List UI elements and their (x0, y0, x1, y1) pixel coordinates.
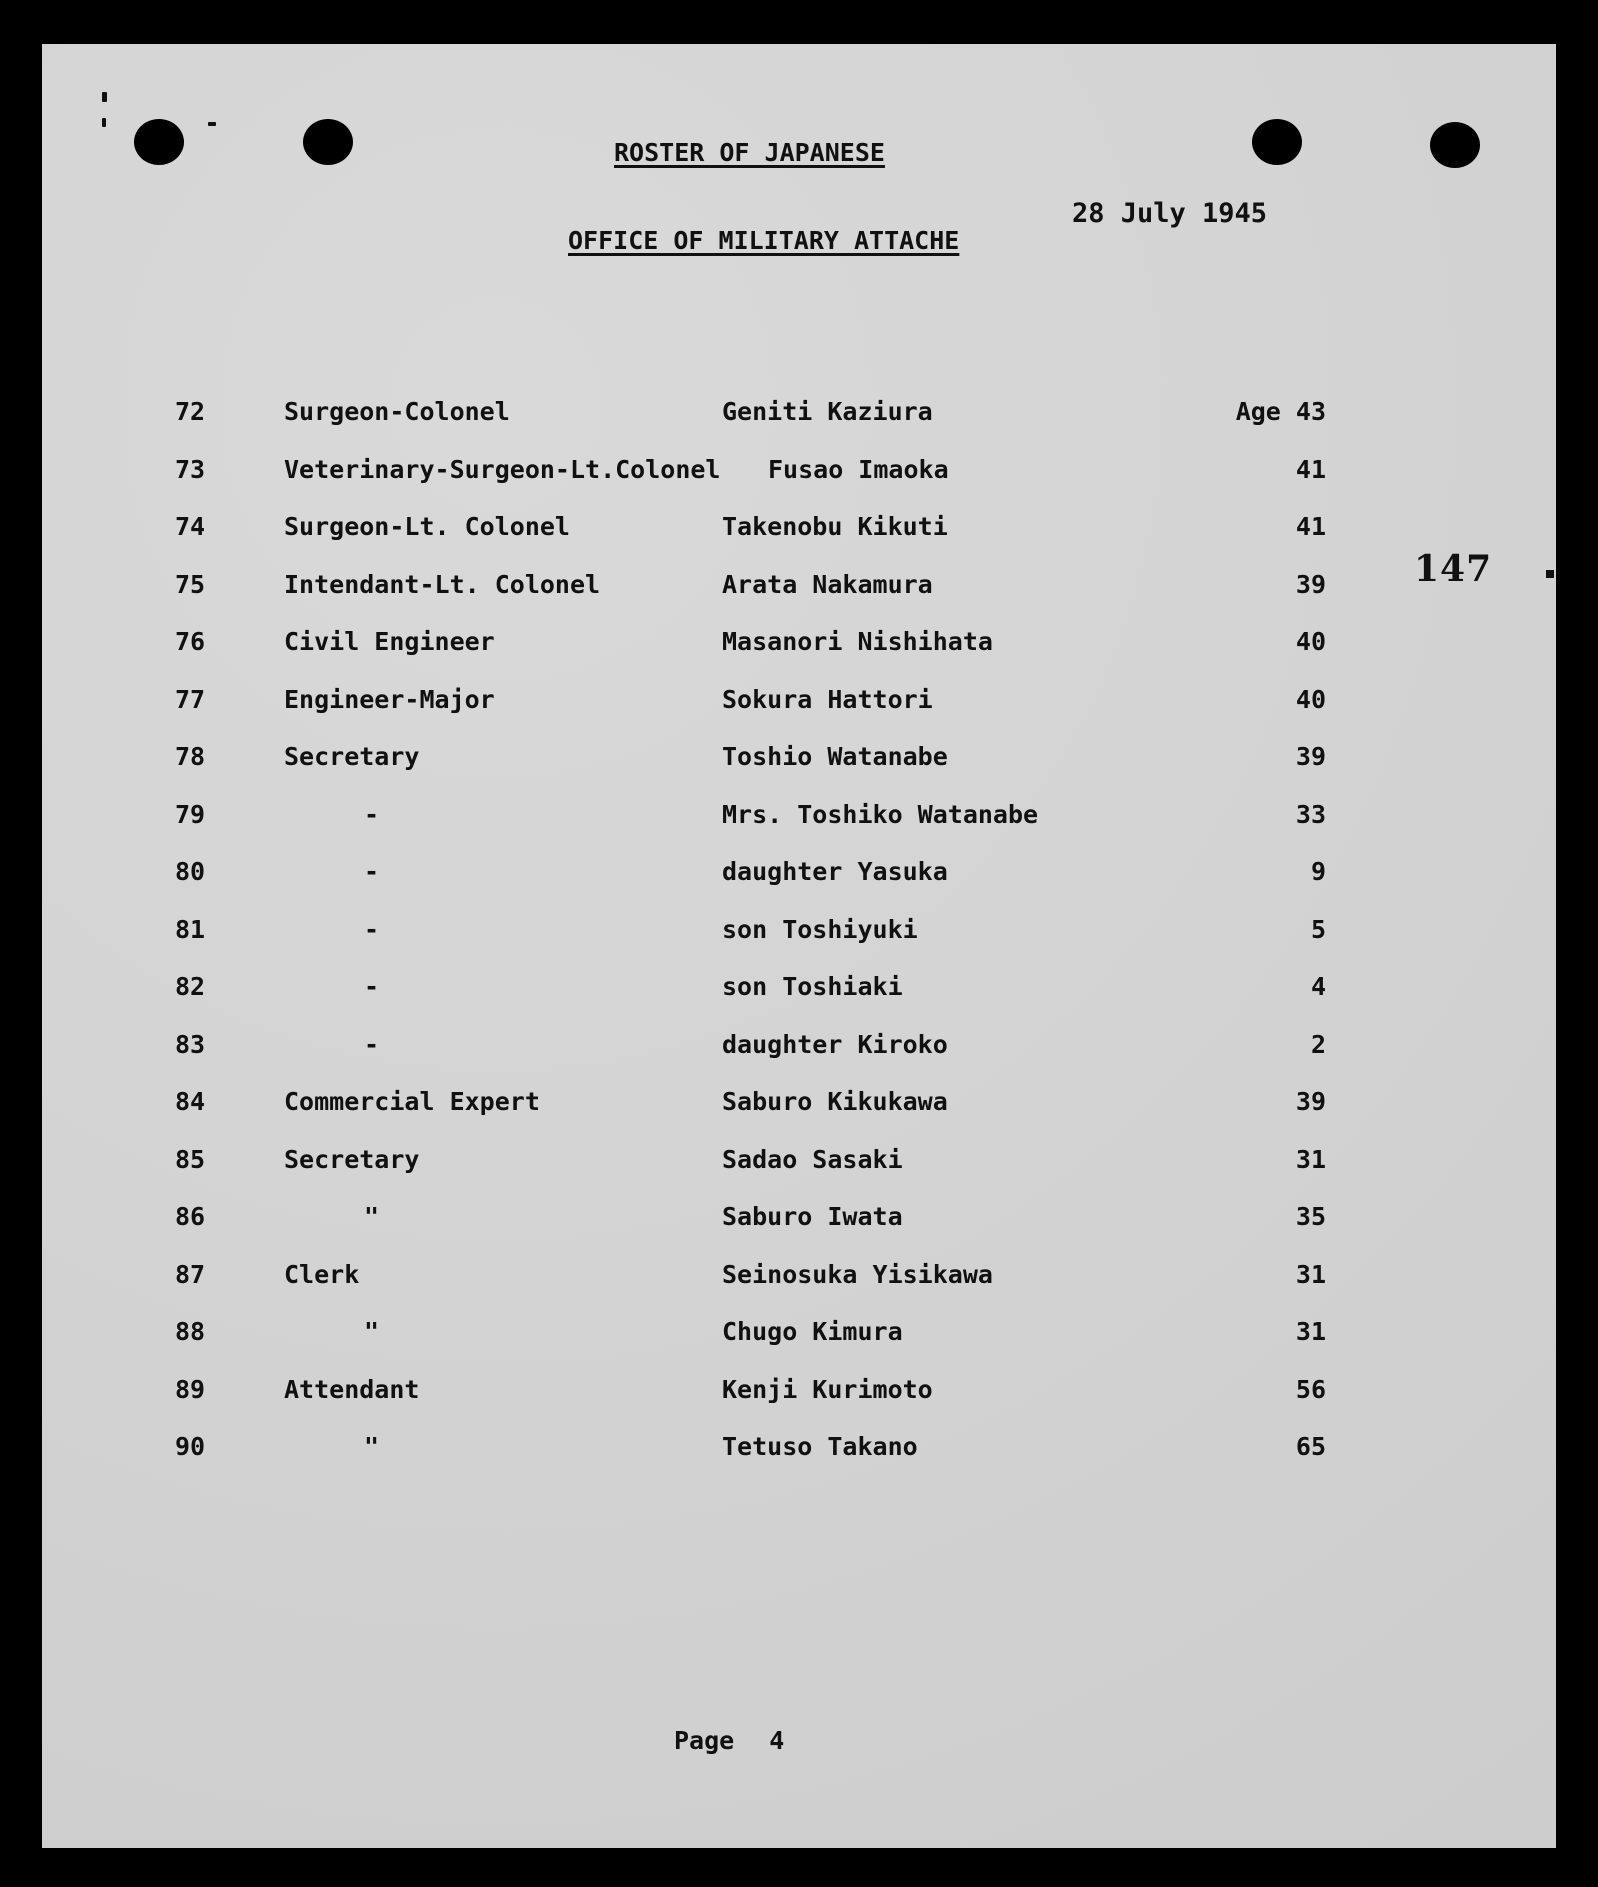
roster-row (0, 1432, 1598, 1472)
roster-position: Clerk (284, 1259, 360, 1289)
roster-row (0, 627, 1598, 667)
edge-mark (102, 118, 106, 127)
roster-number: 74 (175, 512, 206, 541)
roster-number: 88 (175, 1317, 206, 1346)
roster-number: 79 (175, 799, 206, 829)
roster-row (0, 685, 1598, 725)
roster-row (0, 397, 1598, 437)
roster-row (0, 1087, 1598, 1127)
roster-name: Sadao Sasaki (722, 1144, 903, 1174)
roster-name: Arata Nakamura (722, 569, 933, 599)
roster-name: Masanori Nishihata (722, 627, 993, 656)
roster-row (0, 800, 1598, 840)
punch-hole-4 (1430, 122, 1480, 168)
roster-name: Saburo Iwata (722, 1202, 903, 1231)
roster-row (0, 1030, 1598, 1070)
roster-position: - (364, 857, 380, 886)
roster-age: 39 (1295, 1087, 1326, 1116)
roster-name: daughter Kiroko (722, 1029, 948, 1059)
roster-position: - (364, 1029, 380, 1059)
page-footer (674, 1726, 784, 1755)
roster-age: 65 (1295, 1432, 1326, 1461)
roster-age: 39 (1295, 742, 1326, 771)
edge-mark (102, 92, 107, 102)
roster-row (0, 1375, 1598, 1415)
roster-position: Engineer-Major (284, 684, 495, 714)
roster-position: Commercial Expert (284, 1087, 540, 1116)
roster-name: Tetuso Takano (722, 1432, 918, 1461)
roster-position: " (364, 1202, 380, 1231)
roster-row (0, 857, 1598, 897)
roster-name: Sokura Hattori (722, 684, 933, 714)
roster-number: 78 (175, 742, 206, 771)
roster-age: 41 (1295, 454, 1326, 484)
roster-number: 77 (175, 684, 206, 714)
roster-age: 35 (1295, 1202, 1326, 1231)
roster-age: 31 (1295, 1144, 1326, 1174)
roster-position: - (364, 972, 380, 1001)
punch-hole-1 (134, 119, 184, 165)
punch-hole-3 (1252, 119, 1302, 165)
roster-number: 81 (175, 914, 206, 944)
roster-name: Seinosuka Yisikawa (722, 1259, 993, 1289)
roster-position: Surgeon-Colonel (284, 397, 510, 426)
roster-row (0, 742, 1598, 782)
roster-position: Civil Engineer (284, 627, 495, 656)
document-subtitle: OFFICE OF MILITARY ATTACHE (568, 226, 960, 255)
roster-row (0, 512, 1598, 552)
roster-number: 87 (175, 1259, 206, 1289)
roster-position: Veterinary-Surgeon-Lt.Colonel (284, 454, 721, 484)
roster-name: Geniti Kaziura (722, 397, 933, 426)
roster-number: 76 (175, 627, 206, 656)
roster-age: 56 (1295, 1374, 1326, 1404)
roster-number: 86 (175, 1202, 206, 1231)
roster-age: 40 (1295, 627, 1326, 656)
document-date: 28 July 1945 (1072, 198, 1268, 229)
roster-name: son Toshiyuki (722, 914, 918, 944)
roster-name: Fusao Imaoka (768, 454, 949, 484)
roster-age: 33 (1295, 799, 1326, 829)
roster-name: Chugo Kimura (722, 1317, 903, 1346)
roster-age: 31 (1295, 1259, 1326, 1289)
roster-position: " (364, 1317, 380, 1346)
roster-number: 90 (175, 1432, 206, 1461)
roster-number: 85 (175, 1144, 206, 1174)
roster-age: 5 (1310, 914, 1326, 944)
roster-age: 9 (1310, 857, 1326, 886)
roster-row (0, 915, 1598, 955)
roster-number: 84 (175, 1087, 206, 1116)
roster-position: Surgeon-Lt. Colonel (284, 512, 570, 541)
roster-position: " (364, 1432, 380, 1461)
document-title: ROSTER OF JAPANESE (614, 138, 885, 167)
roster-row (0, 570, 1598, 610)
roster-position: Secretary (284, 1144, 420, 1174)
roster-name: son Toshiaki (722, 972, 903, 1001)
roster-name: daughter Yasuka (722, 857, 948, 886)
roster-position: Secretary (284, 742, 420, 771)
roster-name: Saburo Kikukawa (722, 1087, 948, 1116)
roster-name: Toshio Watanabe (722, 742, 948, 771)
roster-row (0, 972, 1598, 1012)
roster-row (0, 455, 1598, 495)
roster-age: 31 (1295, 1317, 1326, 1346)
roster-row (0, 1317, 1598, 1357)
roster-position: - (364, 799, 380, 829)
roster-row (0, 1260, 1598, 1300)
roster-number: 75 (175, 569, 206, 599)
roster-number: 80 (175, 857, 206, 886)
roster-age: 40 (1295, 684, 1326, 714)
roster-name: Mrs. Toshiko Watanabe (722, 799, 1039, 829)
roster-row (0, 1202, 1598, 1242)
punch-hole-2 (303, 119, 353, 165)
roster-age: 2 (1310, 1029, 1326, 1059)
roster-name: Kenji Kurimoto (722, 1374, 933, 1404)
page-number: 4 (769, 1726, 785, 1755)
roster-age: 4 (1310, 972, 1326, 1001)
roster-age: 41 (1295, 512, 1326, 541)
stamped-page-number: 147 (1414, 548, 1493, 590)
roster-number: 89 (175, 1374, 206, 1404)
roster-number: 83 (175, 1029, 206, 1059)
roster-row (0, 1145, 1598, 1185)
roster-number: 72 (175, 397, 206, 426)
roster-position: Attendant (284, 1374, 420, 1404)
roster-name: Takenobu Kikuti (722, 512, 948, 541)
roster-position: - (364, 914, 380, 944)
roster-age: Age 43 (1235, 397, 1326, 426)
page-label: Page (674, 1726, 735, 1755)
roster-number: 73 (175, 454, 206, 484)
roster-number: 82 (175, 972, 206, 1001)
edge-mark (208, 122, 216, 126)
roster-age: 39 (1295, 569, 1326, 599)
roster-position: Intendant-Lt. Colonel (284, 569, 601, 599)
